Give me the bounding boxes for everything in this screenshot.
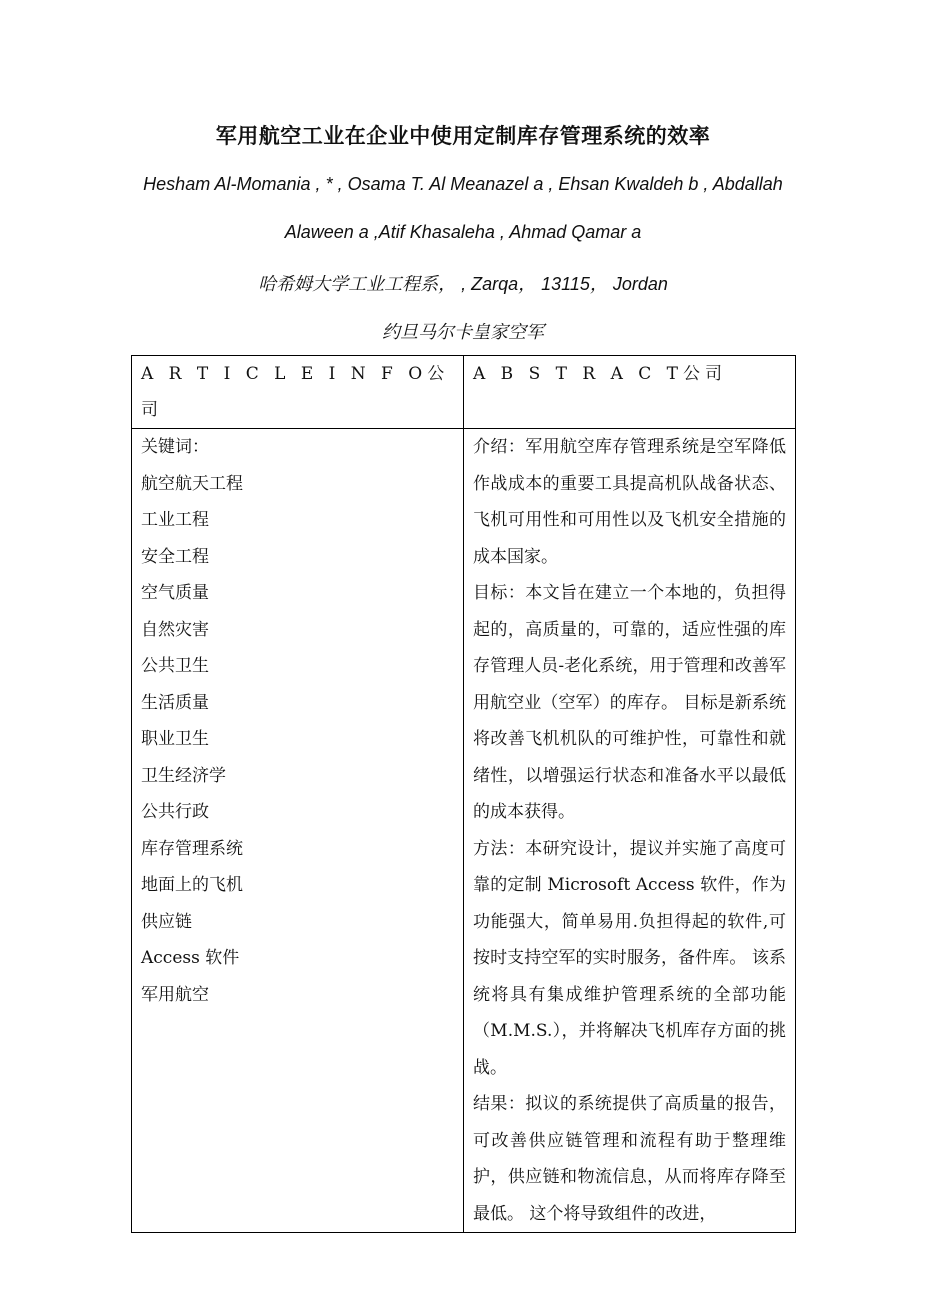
- keyword-item: 公共卫生: [141, 656, 209, 676]
- affiliation-line-2: 约旦马尔卡皇家空军: [382, 322, 544, 342]
- keyword-item: 航空航天工程: [141, 473, 243, 494]
- keywords-list: [141, 429, 454, 1013]
- keyword-item: 军用航空: [141, 984, 209, 1005]
- abstract-header: A B S T R A C T公司: [464, 356, 796, 429]
- affiliation-line-1: 哈希姆大学工业工程系， , Zarqa， 13115， Jordan: [258, 274, 668, 294]
- keyword-item: 职业卫生: [141, 729, 209, 749]
- paper-title: 军用航空工业在企业中使用定制库存管理系统的效率: [215, 124, 711, 148]
- keyword-item: 公共行政: [141, 802, 209, 822]
- keyword-item: 生活质量: [141, 692, 209, 713]
- keyword-item: 自然灾害: [141, 619, 209, 640]
- article-info-table: [131, 355, 796, 1233]
- abstract-intro: 介绍：军用航空库存管理系统是空军降低作战成本的重要工具提高机队战备状态、飞机可用性和可用性以及飞机安全措施的成本国家。: [473, 437, 786, 567]
- keyword-item: Access 软件: [141, 948, 240, 968]
- abstract-cell: [464, 429, 796, 1233]
- authors-line-2: Alaween a ,Atif Khasaleha , Ahmad Qamar a: [284, 222, 642, 242]
- authors-line-1: Hesham Al-Momania , * , Osama T. Al Meanazel a , Ehsan Kwaldeh b , Abdallah: [143, 174, 783, 194]
- keyword-item: 卫生经济学: [141, 765, 226, 786]
- table-header-row: [132, 356, 796, 429]
- keyword-item: 供应链: [141, 911, 192, 932]
- abstract-objective: 目标：本文旨在建立一个本地的，负担得起的，高质量的，可靠的，适应性强的库存管理人员-老化系统，用于管理和改善军用航空业（空军）的库存。 目标是新系统将改善飞机机队的可维护性，可靠性和就绪性，以增强运行状态和准备水平以最低的成本获得。: [473, 583, 786, 822]
- keyword-item: 安全工程: [141, 546, 209, 567]
- keyword-label: 关键词：: [141, 437, 209, 457]
- keyword-item: 地面上的飞机: [141, 875, 243, 895]
- keyword-item: 工业工程: [141, 510, 209, 530]
- keyword-item: 空气质量: [141, 583, 209, 603]
- keyword-item: 库存管理系统: [141, 838, 243, 859]
- article-info-header: A R T I C L E I N F O公司: [132, 356, 464, 429]
- keywords-cell: [132, 429, 464, 1233]
- table-body-row: [132, 429, 796, 1233]
- abstract-method: 方法：本研究设计，提议并实施了高度可靠的定制 Microsoft Access 软件，作为功能强大，简单易用.负担得起的软件,可按时支持空军的实时服务，备件库。 该系统将具有集成维护管理系统的全部功能（M.M.S.），并将解决飞机库存方面的挑战。: [473, 838, 786, 1078]
- abstract-results: 结果：拟议的系统提供了高质量的报告，可改善供应链管理和流程有助于整理维护，供应链和物流信息，从而将库存降至最低。 这个将导致组件的改进，: [473, 1094, 786, 1224]
